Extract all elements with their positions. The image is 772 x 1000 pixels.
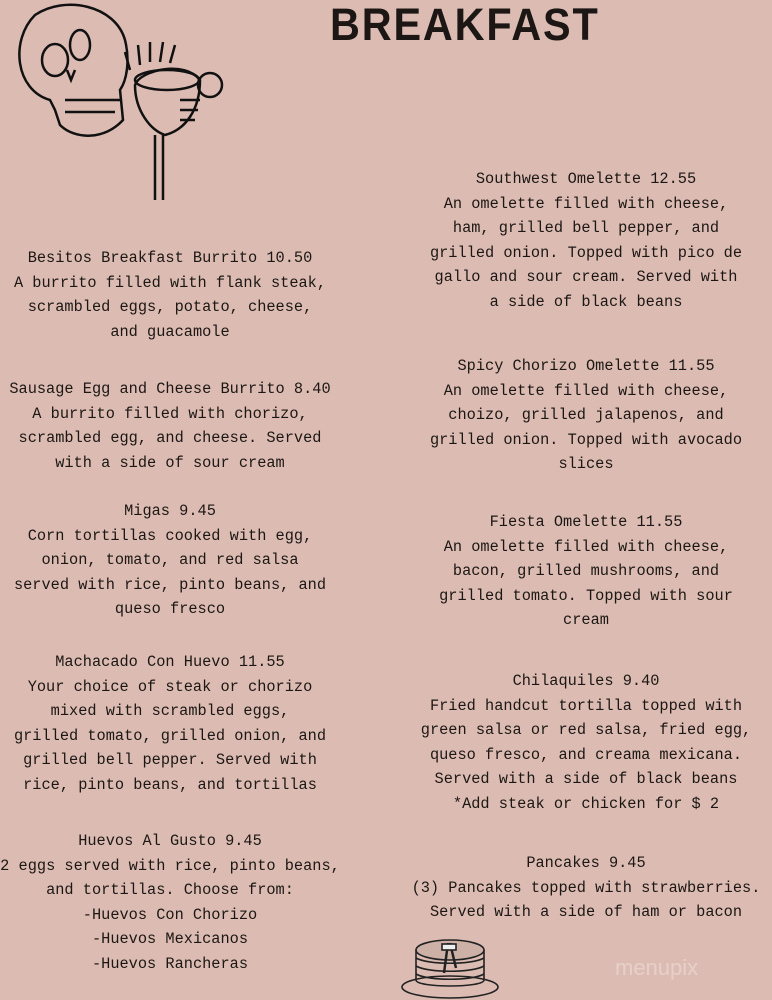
pancake-stack-illustration xyxy=(398,925,503,1000)
item-description: slices xyxy=(558,455,614,473)
item-title: Fiesta Omelette 11.55 xyxy=(489,513,683,531)
item-description: cream xyxy=(563,611,609,629)
item-title: Southwest Omelette 12.55 xyxy=(475,170,697,188)
item-description: choizo, grilled jalapenos, and xyxy=(448,406,724,424)
item-description: queso fresco xyxy=(114,600,226,618)
menu-item-southwest-omelette xyxy=(400,167,772,314)
item-title: Machacado Con Huevo 11.55 xyxy=(55,653,285,671)
item-option: -Huevos Mexicanos xyxy=(91,930,249,948)
item-description: a side of black beans xyxy=(489,292,683,311)
item-description: grilled tomato. Topped with sour xyxy=(439,586,733,605)
item-option: -Huevos Con Chorizo xyxy=(82,905,258,924)
item-description: bacon, grilled mushrooms, and xyxy=(452,562,720,580)
item-description: green salsa or red salsa, fried egg, xyxy=(420,721,752,739)
menu-item-sausage-egg-cheese-burrito xyxy=(0,377,340,475)
item-title: Besitos Breakfast Burrito 10.50 xyxy=(27,249,313,267)
item-addon-note: *Add steak or chicken for $ 2 xyxy=(452,794,720,813)
item-title: Chilaquiles 9.40 xyxy=(512,672,660,690)
menu-item-besitos-breakfast-burrito xyxy=(0,246,340,344)
item-description: An omelette filled with cheese, xyxy=(443,537,729,556)
item-description: queso fresco, and creama mexicana. xyxy=(429,745,743,764)
item-description: grilled onion. Topped with avocado xyxy=(429,430,743,449)
menu-item-migas xyxy=(0,499,340,622)
item-description: A burrito filled with chorizo, xyxy=(32,404,308,423)
menu-item-spicy-chorizo-omelette xyxy=(400,354,772,477)
item-option: -Huevos Rancheras xyxy=(91,954,249,973)
item-description: An omelette filled with cheese, xyxy=(443,194,729,213)
item-description: mixed with scrambled eggs, xyxy=(50,702,290,720)
item-description: onion, tomato, and red salsa xyxy=(41,551,299,569)
item-description: scrambled eggs, potato, cheese, xyxy=(27,298,313,316)
item-description: and tortillas. Choose from: xyxy=(46,881,294,899)
item-title: Migas 9.45 xyxy=(124,502,216,520)
item-description: grilled bell pepper. Served with xyxy=(23,751,317,769)
menu-item-fiesta-omelette xyxy=(400,510,772,633)
page-title: BREAKFAST xyxy=(330,0,600,50)
item-description: ham, grilled bell pepper, and xyxy=(452,219,720,237)
item-description: Your choice of steak or chorizo xyxy=(27,677,313,696)
item-title: Sausage Egg and Cheese Burrito 8.40 xyxy=(9,380,331,398)
item-description: served with rice, pinto beans, and xyxy=(13,575,327,594)
item-description: Served with a side of ham or bacon xyxy=(429,903,743,921)
item-description: scrambled egg, and cheese. Served xyxy=(18,429,322,447)
item-description: grilled tomato, grilled onion, and xyxy=(13,726,327,745)
item-title: Spicy Chorizo Omelette 11.55 xyxy=(457,357,715,375)
item-description: A burrito filled with flank steak, xyxy=(13,273,327,292)
menu-item-machacado-con-huevo xyxy=(0,650,340,797)
item-description: An omelette filled with cheese, xyxy=(443,381,729,400)
item-title: Pancakes 9.45 xyxy=(526,854,646,872)
item-description: rice, pinto beans, and tortillas xyxy=(23,775,317,794)
menu-item-huevos-al-gusto xyxy=(0,829,340,976)
item-description: with a side of sour cream xyxy=(55,453,285,472)
menu-item-pancakes xyxy=(400,851,772,925)
item-description: Corn tortillas cooked with egg, xyxy=(27,526,313,545)
item-description: gallo and sour cream. Served with xyxy=(434,268,738,286)
item-description: grilled onion. Topped with pico de xyxy=(429,243,743,262)
item-description: and guacamole xyxy=(110,322,230,341)
skull-drinking-coffee-illustration xyxy=(5,0,225,205)
item-description: 2 eggs served with rice, pinto beans, xyxy=(0,856,340,875)
watermark: menupix xyxy=(615,955,699,980)
menu-item-chilaquiles xyxy=(400,669,772,816)
item-title: Huevos Al Gusto 9.45 xyxy=(78,832,262,850)
item-description: (3) Pancakes topped with strawberries. xyxy=(411,878,761,897)
item-description: Served with a side of black beans xyxy=(434,770,738,788)
item-description: Fried handcut tortilla topped with xyxy=(429,696,743,715)
